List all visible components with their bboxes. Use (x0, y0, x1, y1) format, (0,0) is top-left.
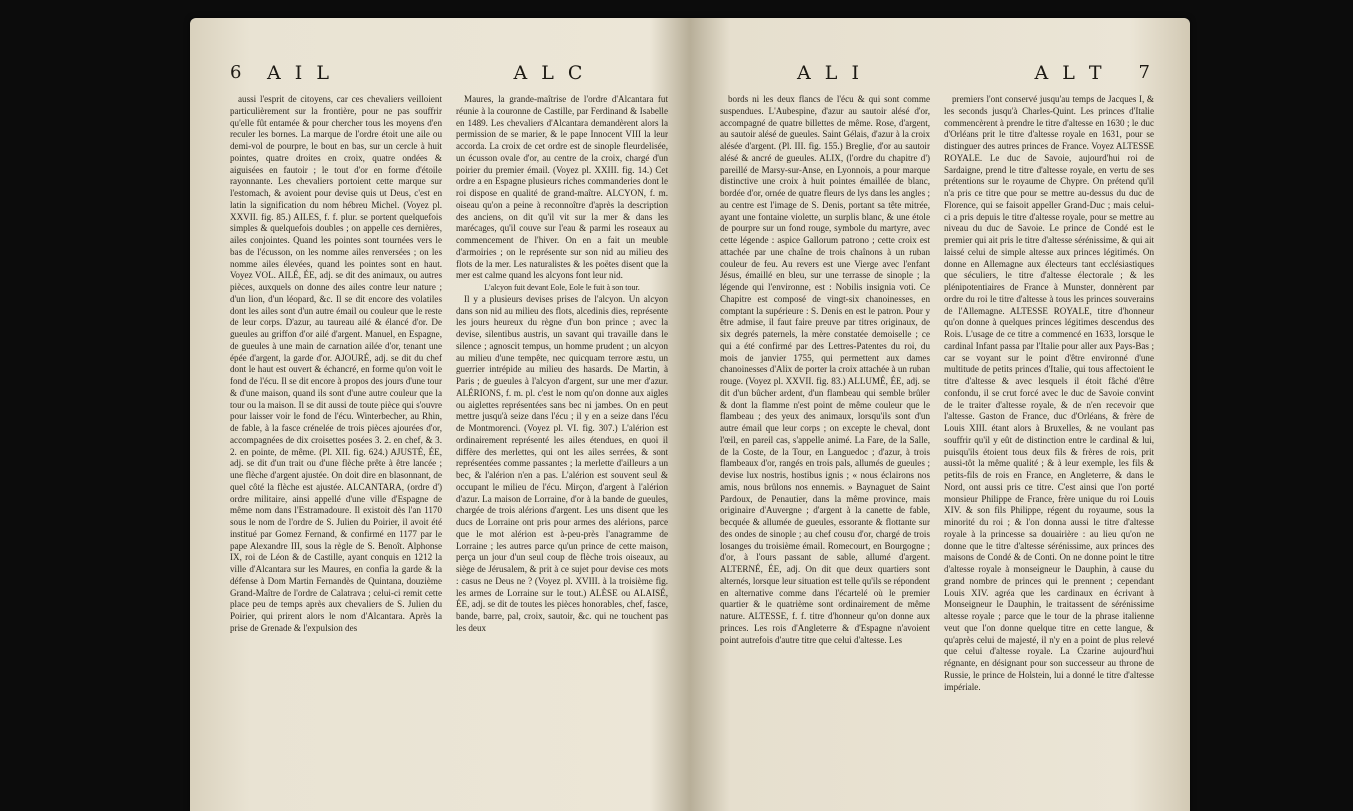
running-head: A L I (797, 62, 863, 84)
left-page-header (190, 62, 690, 88)
body-text: premiers l'ont conservé jusqu'au temps de Jacques I, & les seconds jusqu'à Charles-Quint. Les princes d'Italie commencèrent à prendre le titre d'altesse en 1630 ; le duc d'Orléans prit le titre d'altesse royale en 1631, pour se distinguer des autres princes de France. Voyez ALTESSE ROYALE. Le duc de Savoie, aujourd'hui roi de Sardaigne, prend le titre d'altesse royale, en vertu de ses prétentions sur le royaume de Chypre. On prétend qu'il n'a pris ce titre que pour se mettre au-dessus du duc de Florence, qui se faisoit appeller Grand-Duc ; mais celui-ci a pris depuis le titre d'altesse royale, pour se mettre au niveau du duc de Savoie. Le prince de Condé est le premier qui ait pris le titre d'altesse sérénissime, & qui ait laissé celui de simple altesse aux princes légitimés. On donne en Allemagne aux électeurs tant ecclésiastiques que séculiers, le titre d'altesse électorale ; & les plénipotentiaires de France à Munster, donnèrent par ordre du roi le titre d'altesse à tous les princes souverains de l'Allemagne. ALTESSE ROYALE, titre d'honneur qu'on donne à quelques princes légitimes descendus des Rois. L'usage de ce titre a commencé en 1633, lorsque le cardinal Infant passa par l'Italie pour aller aux Pays-Bas ; car se voyant sur le point d'être environné d'une multitude de petits princes d'Italie, qui tous affectoient le titre d'altesse & avec lesquels il étoit fâché d'être confondu, il se crut forcé avec le duc de Savoie convint de le traiter d'altesse royale, & de n'en recevoir que l'altesse. Gaston de France, duc d'Orléans, & frère de Louis XIII. étant alors à Bruxelles, & ne voulant pas souffrir qu'il y eût de distinction entre le cardinal & lui, puisqu'ils étoient tous deux fils & frères de rois, prit aussi-tôt la même qualité ; & à leur exemple, les fils & petits-fils de rois en France, en Angleterre, & dans le Nord, ont aussi pris ce titre. C'est ainsi que l'on porté monsieur Philippe de France, frère unique du roi Louis XIV. & son fils Philippe, régent du royaume, sous la minorité du roi ; & l'on donna aussi le titre d'altesse royale à la princesse sa douairière : au lieu qu'on ne donne que le titre d'altesse sérénissime, aux princes des maisons de Condé & de Conti. On ne donne point le titre d'altesse royale à monseigneur le Dauphin, à cause du grand nombre de princes qui le prennent ; cependant Louis XIV. agréa que les cardinaux en écrivant à Monseigneur le Dauphin, le traitassent de sérénissime altesse royale ; parce que le tour de la phrase italienne veut que l'on donne quelque titre en cette langue, & qu'après celui de majesté, il n'y en a point de plus relevé que celui d'altesse royale. La Czarine aujourd'hui régnante, en désignant pour son successeur au throne de Russie, le prince de Holstein, lui a donné le titre d'altesse impériale. (944, 94, 1154, 692)
body-text: bords ni les deux flancs de l'écu & qui sont comme suspendues. L'Aubespine, d'azur au sautoir alésé d'or, accompagné de quatre billettes de même. Rose, d'argent, au sautoir alésé de gueules. Saint Gélais, d'azur à la croix alésée d'argent. (Pl. III. fig. 155.) Breglie, d'or au sautoir alésé & ancré de gueules. ALIX, (l'ordre du chapitre d') pareillé de Marsy-sur-Anse, en Lyonnois, a pour marque distinctive une croix à huit pointes émaillée de blanc, bordée d'or, ornée de quatre fleurs de lys dans les angles ; au centre est l'image de S. Denis, portant sa tête mitrée, ayant une fontaine violette, un surplis blanc, & une étole de pourpre sur un fond rouge, symbole du martyre, avec cette légende : aspice Gallorum patrono ; cette croix est attachée par une chaîne de trois chaînons à un ruban couleur de feu. Au revers est une Vierge avec l'enfant Jésus, émaillé en bleu, sur une terrasse de sinople ; la légende qui l'environne, est : Nobilis insignia voti. Ce Chapitre est composé de vingt-six chanoinesses, en comptant la supérieure : S. Denis en est le patron. Pour y être admise, il faut faire preuve par titres originaux, de six degrés paternels, la mère constatée demoiselle ; ce qui a été confirmé par des Lettres-Patentes du roi, du mois de janvier 1755, qui permettent aux dames chanoinesses d'Alix de porter la croix attachée à un ruban rouge. (Voyez pl. XXVII. fig. 83.) ALLUMÉ, ÉE, adj. se dit d'un bûcher ardent, d'un flambeau qui semble brûler & dont la flamme n'est point de même couleur que le flambeau ; des yeux des animaux, lorsqu'ils sont d'un autre émail que leur corps ; on excepte le cheval, dont l'œil, en pareil cas, s'appelle animé. La Fare, de la Salle, de la Coste, de la Tour, en Languedoc ; d'azur, à trois flambeaux d'or, rangés en trois pals, allumés de gueules ; devise lux nostris, hostibus ignis ; « nous éclairons nos amis, nous brûlons nos ennemis. » Baynaguet de Saint Pardoux, de Penautier, dans la même province, mais originaire d'Auvergne ; d'argent à la canette de fable, becquée & allumée de gueules, essorante & flottante sur des ondes de sinople ; au chef cousu d'or, chargé de trois losanges du troisième émail. Romecourt, en Bourgogne ; d'or, à l'ours passant de sable, allumé d'argent. ALTERNÉ, ÉE, adj. On dit que deux quartiers sont alternés, lorsque leur situation est telle qu'ils se répondent en alternative comme dans l'écartelé où le premier quartier & le quatrième sont ordinairement de même nature. ALTESSE, f. f. titre d'honneur qu'on donne aux princes. Les rois d'Angleterre & d'Espagne n'avoient point autrefois d'autre titre que celui d'altesse. Les (720, 94, 930, 645)
right-page (690, 18, 1190, 811)
body-text: Il y a plusieurs devises prises de l'alcyon. Un alcyon dans son nid au milieu des flots, alcedinis dies, représente les jours heureux du règne d'un bon prince ; avec la devise, silentibus austris, un savant qui travaille dans le silence ; agnoscit tempus, un homme prudent ; un alcyon au milieu d'une tempête, nec quicquam terrore æstu, un guerrier intrépide au milieu des hasards. De Martin, à Paris ; de gueules à l'alcyon d'argent, sur une mer d'azur. ALÉRIONS, f. m. pl. c'est le nom qu'on donne aux aigles ou aiglettes représentées sans bec ni jambes. On en peut mettre jusqu'à seize dans l'écu ; il y en a seize dans l'écu de Montmorenci. (Voyez pl. VI. fig. 307.) L'alérion est ordinairement représenté les ailes étendues, en quoi il diffère des merlettes, qui ont les ailes serrées, & sont représentées comme passantes ; la merlette d'ailleurs a un bec, & l'alérion n'en a pas. L'alérion est souvent seul & occupant le milieu de l'écu. Mirçon, d'argent à l'alérion d'azur. La maison de Lorraine, d'or à la bande de gueules, chargée de trois alérions d'argent. Les uns disent que les ducs de Lorraine ont pris pour armes des alérions, parce que le mot alérion est à-peu-près l'anagramme de Lorraine ; les autres parce qu'un prince de cette maison, perça un jour d'un seul coup de flèche trois oiseaux, au siège de Jérusalem, & prit à ce sujet pour devise ces mots : casus ne Deus ne ? (Voyez pl. XVIII. à la troisième fig. les armes de Lorraine sur le tout.) ALÈSE ou ALAISÉ, ÉE, adj. se dit de toutes les pièces honorables, chef, fasce, bande, barre, pal, croix, sautoir, &c. qui ne touchent pas les deux (456, 293, 668, 633)
left-page (190, 18, 690, 811)
column (230, 94, 442, 797)
running-head: A L C (513, 62, 587, 84)
running-head: A I L (267, 62, 333, 84)
verse-caption: L'alcyon fuit devant Eole, Eole le fuit à son tour. (484, 283, 640, 292)
column (456, 94, 668, 797)
book-spread (190, 18, 1190, 811)
page-number: 7 (1138, 62, 1154, 83)
page-number: 6 (230, 62, 246, 83)
body-text: Maures, la grande-maîtrise de l'ordre d'Alcantara fut réunie à la couronne de Castille, par Ferdinand & Isabelle en 1489. Les chevaliers d'Alcantara demandèrent alors la permission de se marier, & le pape Innocent VIII la leur accorda. La croix de cet ordre est de sinople fleurdelisée, un écusson ovale d'or, au centre de la croix, chargé d'un poirier du premier émail. (Voyez pl. XXIII. fig. 14.) Cet ordre a en Espagne plusieurs riches commanderies dont le roi dispose en qualité de grand-maître. ALCYON, f. m. oiseau qu'on a peine à reconnoître d'après la description des anciens, on dit qu'il vit sur la mer & dans les marécages, qu'il couve sur l'eau & parmi les roseaux au commencement de l'hiver. On en a fait un meuble d'armoiries ; on le représente sur son nid au milieu des flots de la mer. Les naturalistes & les poëtes disent que la mer est calme quand les alcyons font leur nid. (456, 94, 668, 281)
running-head: A L T (1034, 62, 1106, 84)
right-page-columns (720, 94, 1154, 797)
right-page-header (690, 62, 1190, 88)
column (720, 94, 930, 797)
column (944, 94, 1154, 797)
left-page-columns (230, 94, 668, 797)
body-text: aussi l'esprit de citoyens, car ces chevaliers veilloient particulièrement sur la frontière, pour ne pas souffrir qu'elle fût entamée & pour chercher tous les moyens d'en reculer les bornes. La marque de l'ordre étoit une aile ou demi-vol de pourpre, le bout en bas, sur un cercle à huit pointes, quatre droites en croix, quatre ondées & aiguisées en fautoir ; le tout d'or en forme d'étoile rayonnante. Les chevaliers portoient cette marque sur l'estomach, & avoient pour devise quis ut Deus, c'est en latin la signification du nom hébreu Michel. (Voyez pl. XXVII. fig. 85.) AILES, f. f. plur. se portent quelquefois simples & quelquefois doubles ; on appelle ces dernières, ailes conjointes. Quand les pointes sont tournées vers le bas de l'écusson, on les nomme ailes renversées ; on les nomme ailes élevées, quand les pointes sont en haut. Voyez VOL. AILÉ, ÉE, adj. se dit des animaux, ou autres pièces, auxquels on donne des ailes contre leur nature ; d'un lion, d'un léopard, &c. Il se dit encore des volatiles dont les ailes sont d'un autre émail ou couleur que le reste de leur corps. D'azur, au taureau ailé & élancé d'or. De gueules au griffon d'or ailé d'argent. Manuel, en Espagne, de gueules à une main de carnation ailée d'or, tenant une épée d'argent, la garde d'or. AJOURÉ, adj. se dit du chef dont le haut est ouvert & échancré, en forme qu'on voit le fond de l'écu. Il se dit encore à propos des jours d'une tour & d'une maison, quand ils sont d'une autre couleur que la tour ou la maison. Il se dit aussi de toute pièce qui s'ouvre pour laisser voir le fond de l'écu. Winterbecher, au Rhin, de fable, à la fasce crénelée de trois pièces ajourées d'or, accompagnées de dix croisettes posées 3. 2. en chef, & 3. 2. en pointe, de même. (Pl. XII. fig. 624.) AJUSTÉ, ÉE, adj. se dit d'un trait ou d'une flèche prête à être lancée ; une flèche d'argent ajustée. On doit dire en blasonnant, de quel côté la flèche est ajustée. ALCANTARA, (ordre d') ordre militaire, ainsi appellé d'une ville d'Espagne de même nom dans l'Estramadoure. Il existoit dès l'an 1170 sous le nom de l'ordre de S. Julien du Poirier, il avoit été institué par Gomez Fernand, & confirmé en 1177 par le pape Alexandre III, sous la règle de S. Benoît. Alphonse IX, roi de Léon & de Castille, ayant conquis en 1212 la ville d'Alcantara sur les Maures, en confia la garde & la défense à Dom Martin Fernandès de Quintana, douzième Grand-Maître de l'ordre de Calatrava ; celui-ci remit cette place peu de temps après aux chevaliers de S. Julien du Poirier, qui prirent alors le nom d'Alcantara. Après la prise de Grenade & l'expulsion des (230, 94, 442, 633)
